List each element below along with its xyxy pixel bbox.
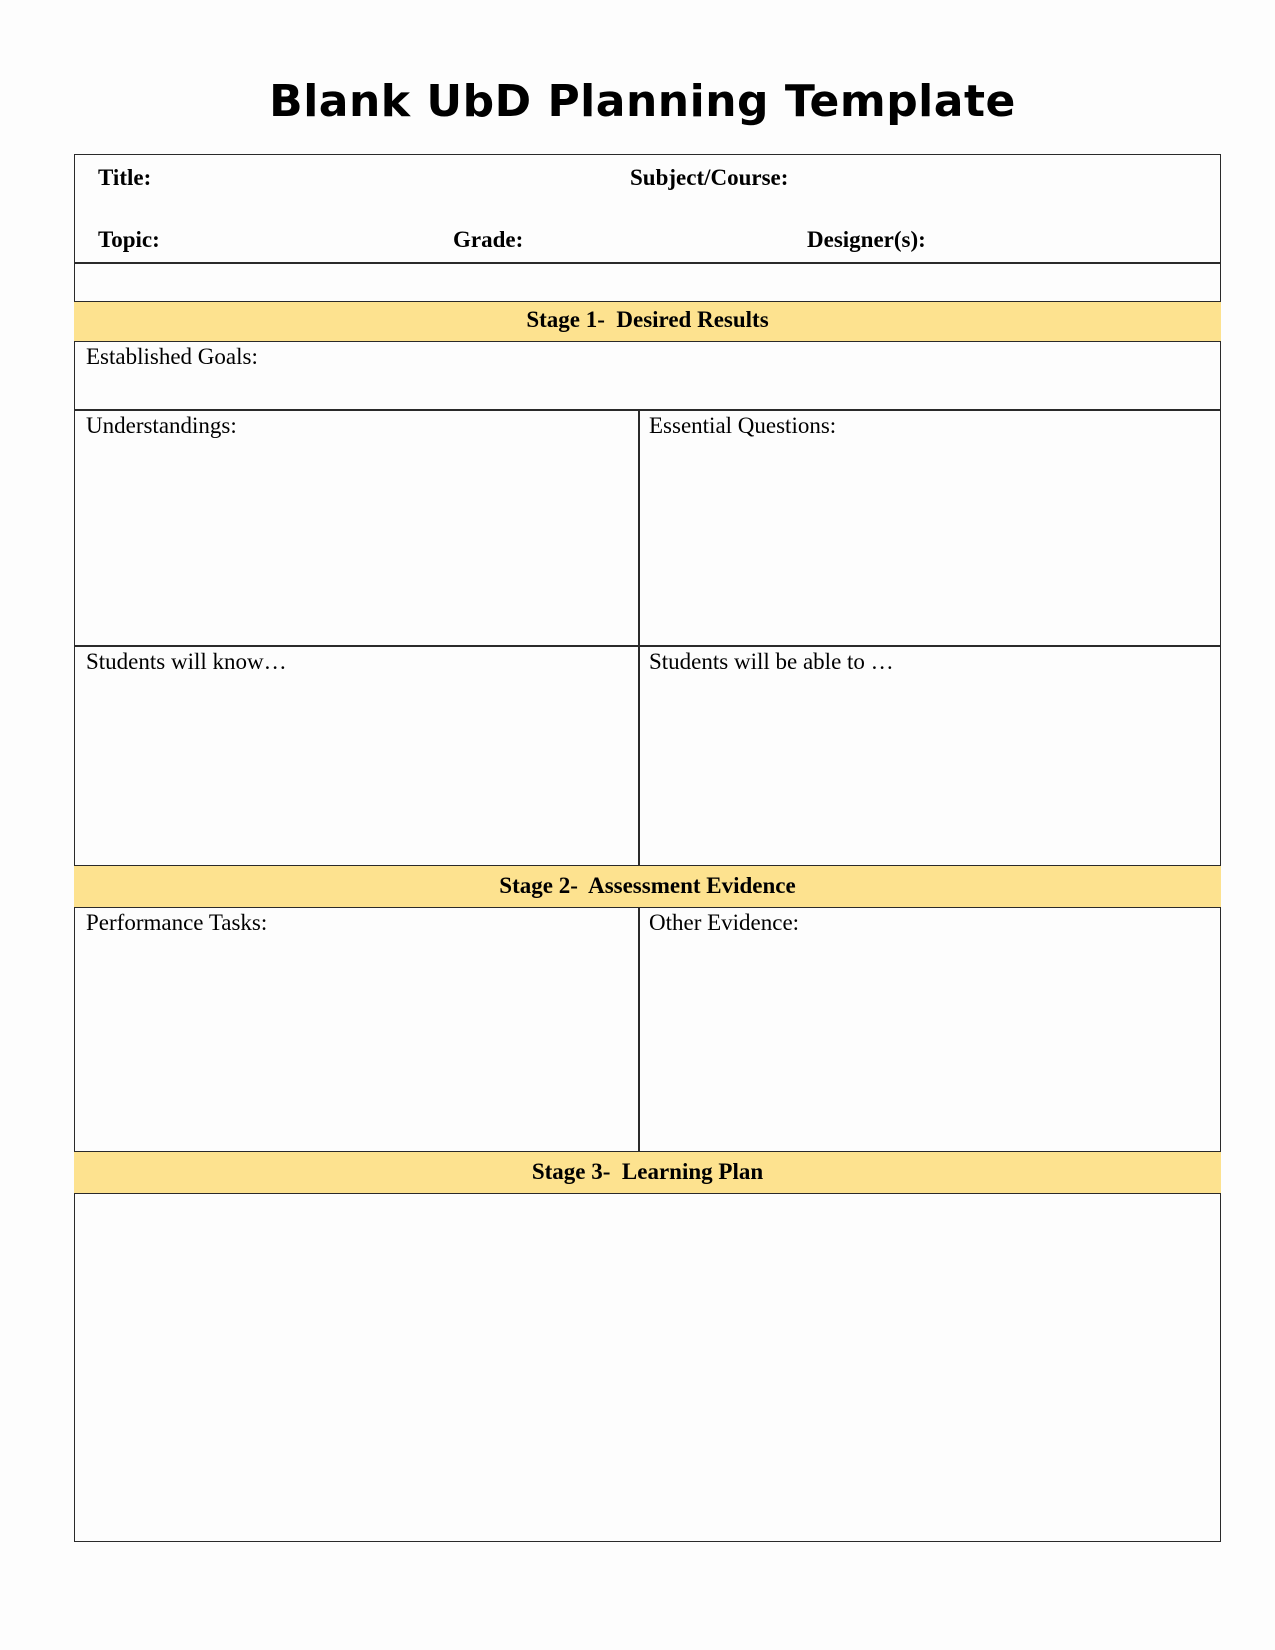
topic-field-label: Topic: xyxy=(98,227,160,252)
page-title: Blank UbD Planning Template xyxy=(269,76,1016,127)
other-evidence-label: Other Evidence: xyxy=(649,910,800,935)
stage3-heading: Stage 3- Learning Plan xyxy=(74,1151,1221,1194)
header-divider xyxy=(74,262,1221,264)
learning-plan-area xyxy=(76,1194,1219,1540)
grade-field-label: Grade: xyxy=(453,227,524,252)
stage1-heading: Stage 1- Desired Results xyxy=(74,301,1221,342)
students-able-label: Students will be able to … xyxy=(649,649,894,674)
goals-divider xyxy=(74,409,1221,411)
essential-questions-label: Essential Questions: xyxy=(649,413,837,438)
established-goals-label: Established Goals: xyxy=(86,344,258,369)
designers-field-label: Designer(s): xyxy=(807,227,926,252)
stage1-column-divider xyxy=(638,409,640,866)
title-field-label: Title: xyxy=(98,165,152,190)
stage2-column-divider xyxy=(638,907,640,1152)
understandings-label: Understandings: xyxy=(86,413,237,438)
students-know-label: Students will know… xyxy=(86,649,287,674)
performance-tasks-label: Performance Tasks: xyxy=(86,910,268,935)
stage2-heading: Stage 2- Assessment Evidence xyxy=(74,865,1221,908)
subject-course-field-label: Subject/Course: xyxy=(630,165,789,190)
